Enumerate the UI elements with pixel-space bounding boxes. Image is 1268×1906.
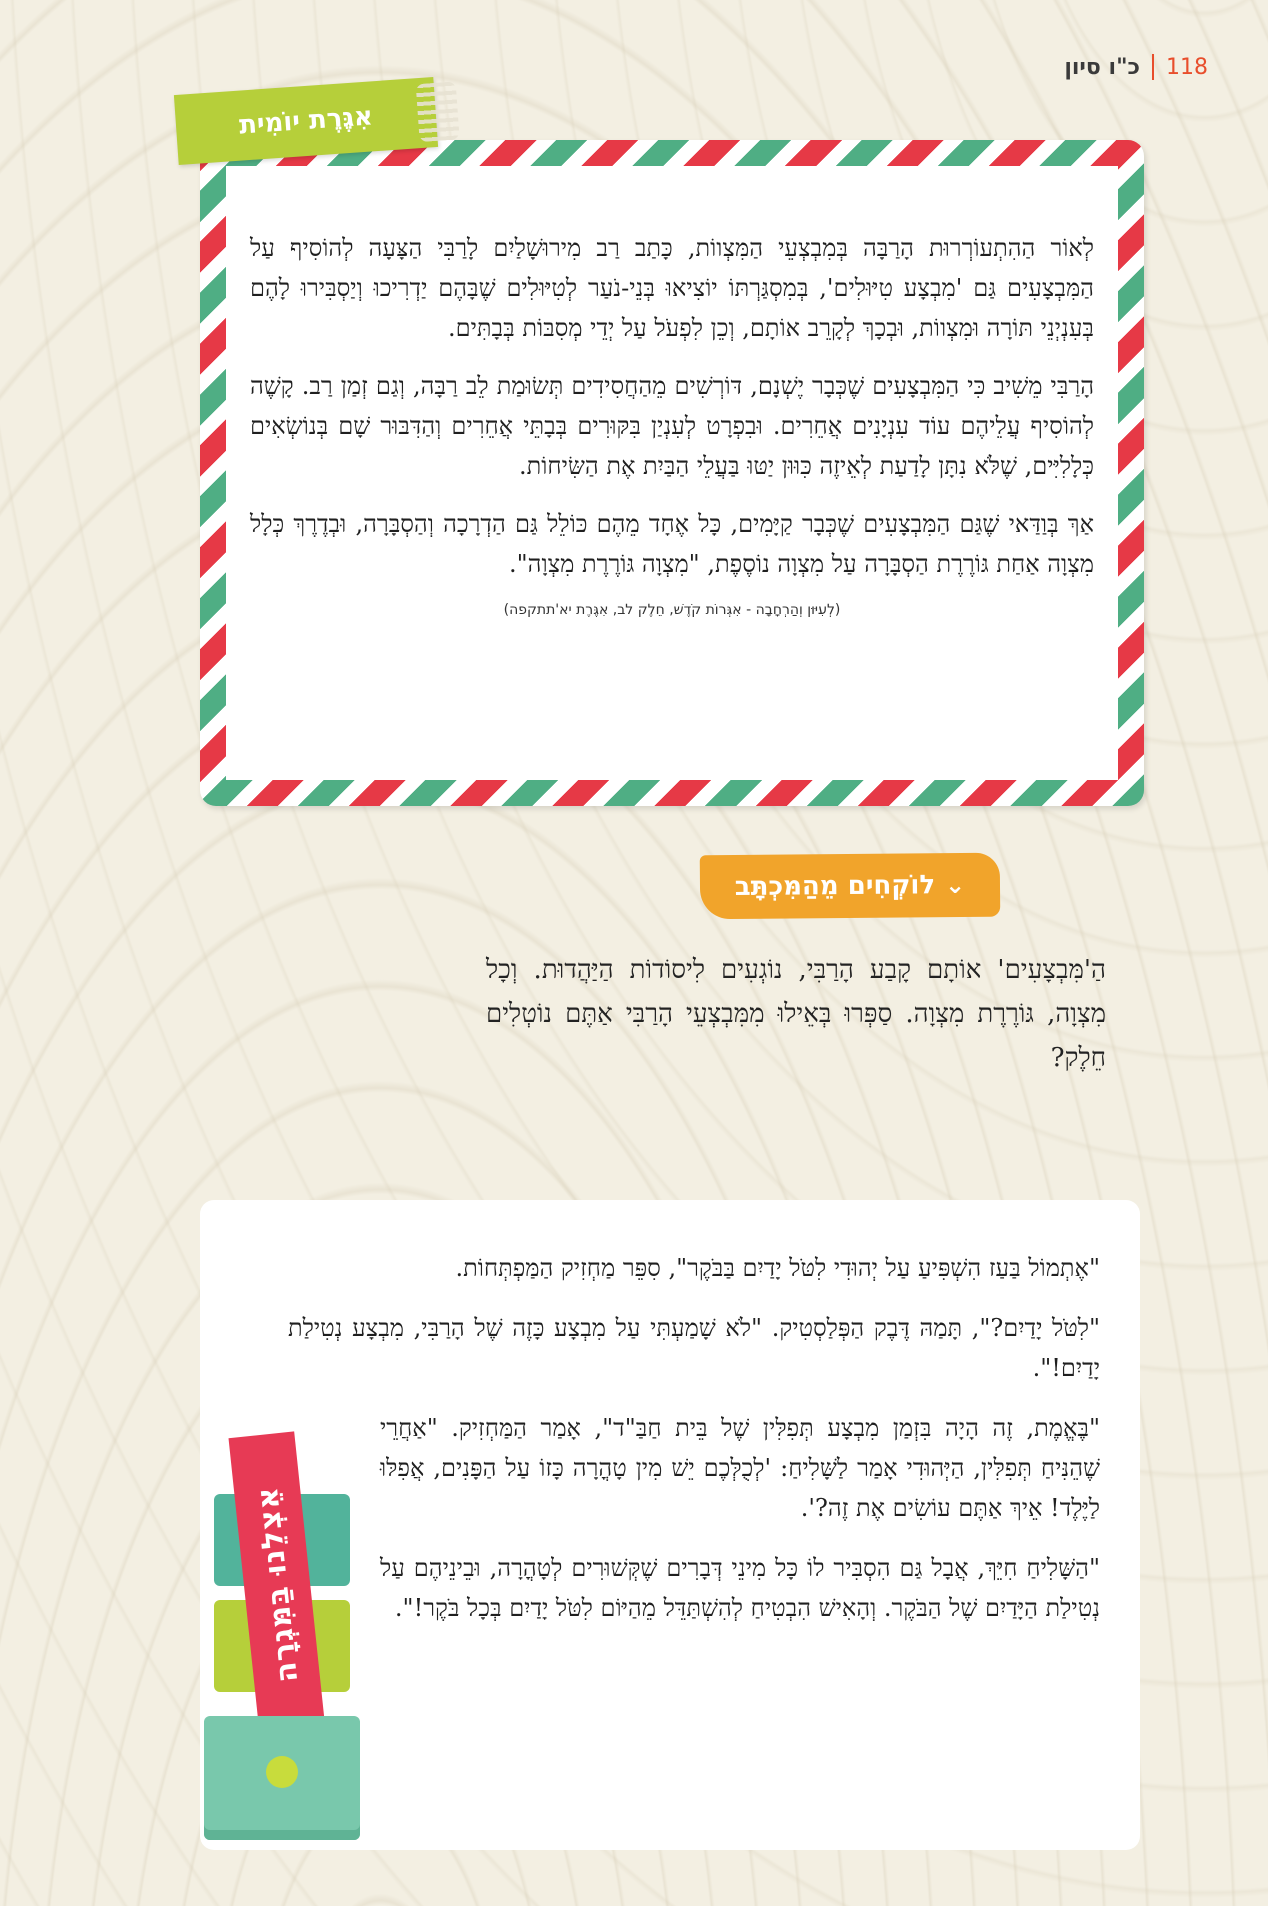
header-date: כ"ו סיון <box>1064 54 1140 80</box>
letter-paragraph: הָרַבִּי מֵשִׁיב כִּי הַמִּבְצָעִים שֶׁכְּבָר יֶשְׁנָם, דּוֹרְשִׁים מֵהַחֲסִידִים תְּשׂוּמַת לֵב רַבָּה, וְגַם זְמַן רַב. קָשֶׁה לְהוֹסִיף עֲלֵיהֶם עוֹד עִנְיָנִים אֲחֵרִים. וּבִפְרָט לְעִנְיַן בִּקּוּרִים בְּבָתֵּי אֲחֵרִים וְהַדִּבּוּר שָׁם בְּנוֹשְׂאִים כְּלָלִיִּים, שֶׁלֹּא נִתָּן לָדַעַת לְאֵיזֶה כִּוּוּן יַטּוּ בַּעֲלֵי הַבַּיִת אֶת הַשִּׂיחוֹת. <box>250 372 1094 480</box>
letter-source: (לְעִיּוּן וְהַרְחָבָה - אִגְּרוֹת קֹדֶשׁ, חֵלֶק לב, אִגֶּרֶת יא'תתקפה) <box>503 602 841 618</box>
story-text <box>288 1248 1100 1648</box>
story-paragraph: "בֶּאֱמֶת, זֶה הָיָה בִּזְמַן מִבְצָע תְּפִלִּין שֶׁל בֵּית חַבַּ"ד", אָמַר הַמַּחְזִיק. "אַחֲרֵי שֶׁהֵנִּיחַ תְּפִלִּין, הַיְּהוּדִי אָמַר לַשָּׁלִיחַ: 'לְכֻלְּכֶם יֵשׁ מִין טָהֳרָה כָּזוֹ עַל הַפָּנִים, אֲפִלּוּ לַיֶּלֶד! אֵיךְ אַתֶּם עוֹשִׂים אֶת זֶה?'. <box>380 1414 1100 1522</box>
header-divider <box>1152 54 1154 80</box>
letter-body <box>226 166 1118 780</box>
daily-letter-tag-label: אִגֶּרֶת יוֹמִית <box>238 101 374 141</box>
page-number: 118 <box>1166 54 1208 80</box>
drawer-box-icon <box>204 1716 360 1840</box>
page-header <box>1064 54 1208 80</box>
daily-letter-card <box>200 140 1144 806</box>
story-paragraph: "אֶתְמוֹל בַּעַז הִשְׁפִּיעַ עַל יְהוּדִי לִטֹּל יָדַיִם בַּבֹּקֶר", סִפֵּר מַחְזִיק הַמַּפְתְּחוֹת. <box>455 1254 1100 1282</box>
postmark-lines-icon <box>416 81 460 142</box>
drawer-ribbon-label: אֵצְלֵנוּ בַּמִּגְרָה <box>249 1484 305 1684</box>
letter-paragraph: אַךְ בְּוַדַּאי שֶׁגַּם הַמִּבְצָעִים שֶׁכְּבָר קַיָּמִים, כָּל אֶחָד מֵהֶם כּוֹלֵל גַּם הַדְרָכָה וְהַסְבָּרָה, וּבְדֶרֶךְ כְּלָל מִצְוָה אַחַת גּוֹרֶרֶת הַסְבָּרָה עַל מִצְוָה נוֹסֶפֶת, "מִצְוָה גּוֹרֶרֶת מִצְוָה". <box>250 510 1094 578</box>
takeaway-title: לוֹקְחִים מֵהַמִּכְתָּב <box>734 870 936 903</box>
story-paragraph: "הַשָּׁלִיחַ חִיֵּךְ, אֲבָל גַּם הִסְבִּיר לוֹ כָּל מִינֵי דְּבָרִים שֶׁקְּשׁוּרִים לְטָהֳרָה, וּבֵינֵיהֶם עַל נְטִילַת הַיָּדַיִם שֶׁל הַבֹּקֶר. וְהָאִישׁ הִבְטִיחַ לְהִשְׁתַּדֵּל מֵהַיּוֹם לִטֹּל יָדַיִם בְּכָל בֹּקֶר!". <box>380 1554 1100 1622</box>
letter-paragraph: לְאוֹר הַהִתְעוֹרְרוּת הָרַבָּה בְּמִבְצְעֵי הַמִּצְווֹת, כָּתַב רַב מִירוּשָׁלַיִם לָרַבִּי הַצָּעָה לְהוֹסִיף עַל הַמִּבְצָעִים גַּם 'מִבְצָע טִיּוּלִים', בְּמִסְגַּרְתּוֹ יוֹצִיאוּ בְּנֵי-נֹעַר לְטִיּוּלִים שֶׁבָּהֶם יַדְרִיכוּ וְיַסְבִּירוּ לָהֶם בְּעִנְיְנֵי תּוֹרָה וּמִצְווֹת, וּבְכָךְ לְקָרֵב אוֹתָם, וְכֵן לִפְעֹל עַל יְדֵי מְסִבּוֹת בְּבָתִּים. <box>250 234 1094 342</box>
double-chevron-down-icon: ⌄ <box>944 870 966 900</box>
drawer-tag <box>204 1434 372 1868</box>
takeaway-banner <box>700 853 1001 920</box>
takeaway-text: הַ'מִּבְצָעִים' אוֹתָם קָבַע הָרַבִּי, נוֹגְעִים לִיסוֹדוֹת הַיַּהֲדוּת. וְכָל מִצְוָה, גּוֹרֶרֶת מִצְוָה. סַפְּרוּ בְּאֵילוּ מִמִּבְצְעֵי הָרַבִּי אַתֶּם נוֹטְלִים חֵלֶק? <box>486 955 1106 1073</box>
story-paragraph: "לִטֹּל יָדַיִם?", תָּמַהּ דֶּבֶק הַפְּלַסְטִיק. "לֹא שָׁמַעְתִּי עַל מִבְצָע כָּזֶה שֶׁל הָרַבִּי, מִבְצָע נְטִילַת יָדַיִם!". <box>288 1314 1100 1382</box>
drawer-knob-icon <box>266 1756 298 1788</box>
